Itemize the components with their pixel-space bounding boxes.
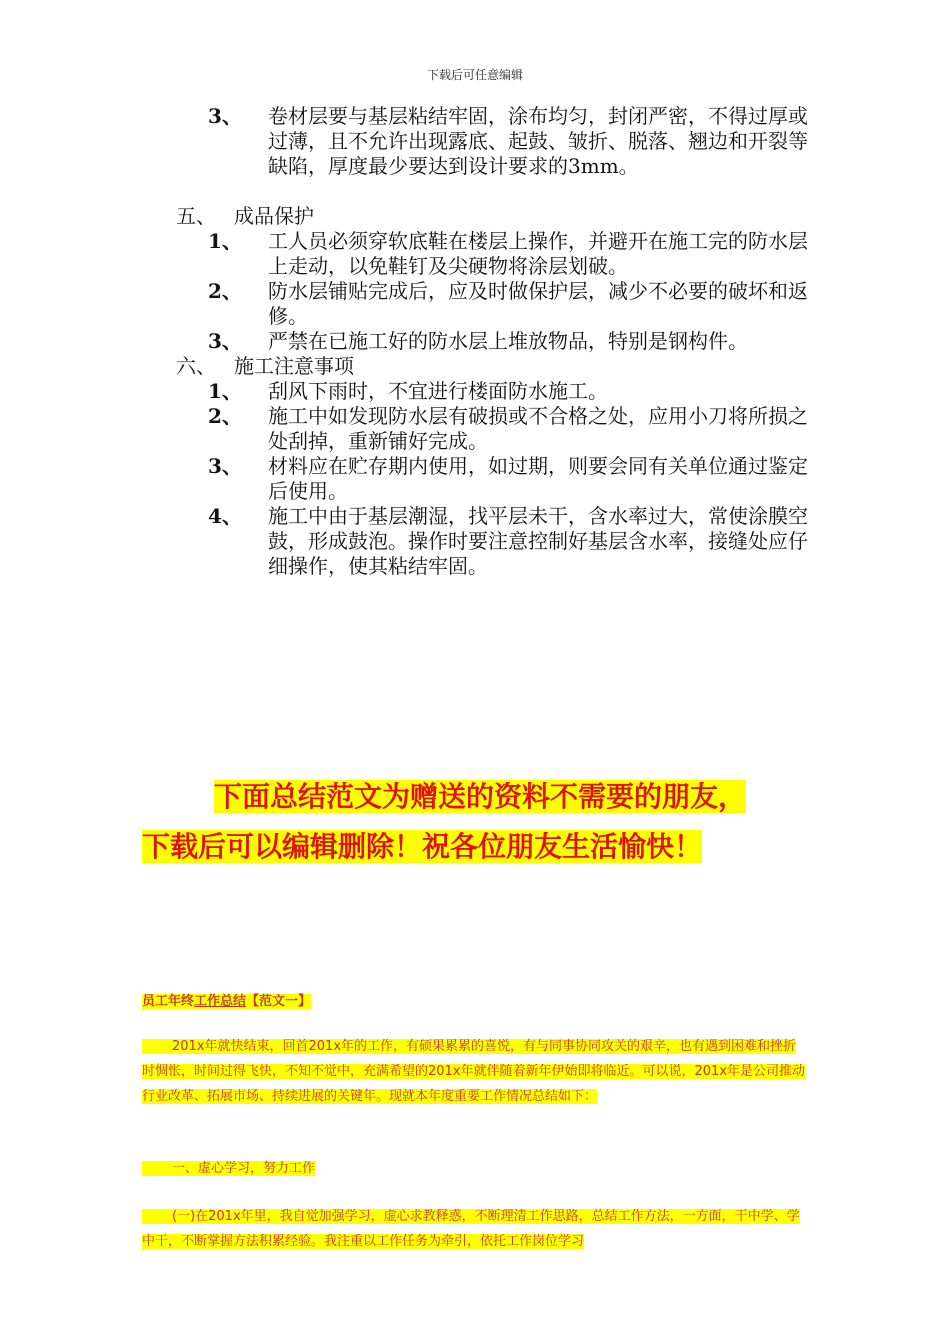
section-title: 成品保护 xyxy=(234,204,314,228)
item-number: 3、 xyxy=(208,329,242,353)
list-item xyxy=(0,404,950,454)
document-body xyxy=(0,104,950,579)
item-number: 3、 xyxy=(208,454,242,478)
item-text: 严禁在已施工好的防水层上堆放物品，特别是钢构件。 xyxy=(268,329,748,353)
promo-banner-line-2: 下载后可以编辑删除！祝各位朋友生活愉快！ xyxy=(142,830,703,863)
essay-paragraph: (一)在201x年里，我自觉加强学习，虚心求教释惑，不断理清工作思路，总结工作方法，一方面，干中学、学中干，不断掌握方法积累经验。我注重以工作任务为牵引，依托工作岗位学习 xyxy=(142,1209,800,1249)
item-number: 1、 xyxy=(208,379,242,403)
item-number: 1、 xyxy=(208,229,242,253)
list-item xyxy=(0,104,950,204)
section-number: 六、 xyxy=(176,354,216,378)
item-number: 2、 xyxy=(208,279,242,303)
item-number: 2、 xyxy=(208,404,242,428)
list-item xyxy=(0,329,950,354)
essay-title: 员工年终工作总结【范文一】 xyxy=(142,994,312,1009)
section-heading-5 xyxy=(0,204,950,229)
item-text: 防水层铺贴完成后，应及时做保护层，减少不必要的破坏和返修。 xyxy=(268,279,808,328)
section-title: 施工注意事项 xyxy=(234,354,354,378)
list-item xyxy=(0,379,950,404)
list-item xyxy=(0,454,950,504)
essay-subheading: 一、虚心学习，努力工作 xyxy=(142,1156,806,1181)
item-text: 材料应在贮存期内使用，如过期，则要会同有关单位通过鉴定后使用。 xyxy=(268,454,808,503)
item-text: 施工中如发现防水层有破损或不合格之处，应用小刀将所损之处刮掉，重新铺好完成。 xyxy=(268,404,808,453)
section-heading-6 xyxy=(0,354,950,379)
promo-banner-line-1: 下面总结范文为赠送的资料不需要的朋友， xyxy=(214,780,747,813)
page-header: 下载后可任意编辑 xyxy=(426,68,523,82)
item-number: 4、 xyxy=(208,504,242,528)
item-text: 卷材层要与基层粘结牢固，涂布均匀，封闭严密，不得过厚或过薄，且不允许出现露底、起鼓、皱折、脱落、翘边和开裂等缺陷，厚度最少要达到设计要求的3mm。 xyxy=(268,104,808,178)
item-text: 施工中由于基层潮湿，找平层未干，含水率过大，常使涂膜空鼓，形成鼓泡。操作时要注意控制好基层含水率，接缝处应仔细操作，使其粘结牢固。 xyxy=(268,504,808,578)
list-item xyxy=(0,229,950,279)
item-text: 工人员必须穿软底鞋在楼层上操作，并避开在施工完的防水层上走动，以免鞋钉及尖硬物将涂层划破。 xyxy=(268,229,808,278)
list-item xyxy=(0,279,950,329)
essay-paragraph: 201x年就快结束，回首201x年的工作，有硕果累累的喜悦，有与同事协同攻关的艰辛，也有遇到困难和挫折时惆怅，时间过得飞快，不知不觉中，充满希望的201x年就伴随着新年伊始即将临近。可以说，201x年是公司推动行业改革、拓展市场、持续进展的关键年。现就本年度重要工作情况总结如下： xyxy=(142,1039,806,1104)
list-item xyxy=(0,504,950,579)
item-number: 3、 xyxy=(208,104,242,128)
section-number: 五、 xyxy=(176,204,216,228)
item-text: 刮风下雨时，不宜进行楼面防水施工。 xyxy=(268,379,608,403)
